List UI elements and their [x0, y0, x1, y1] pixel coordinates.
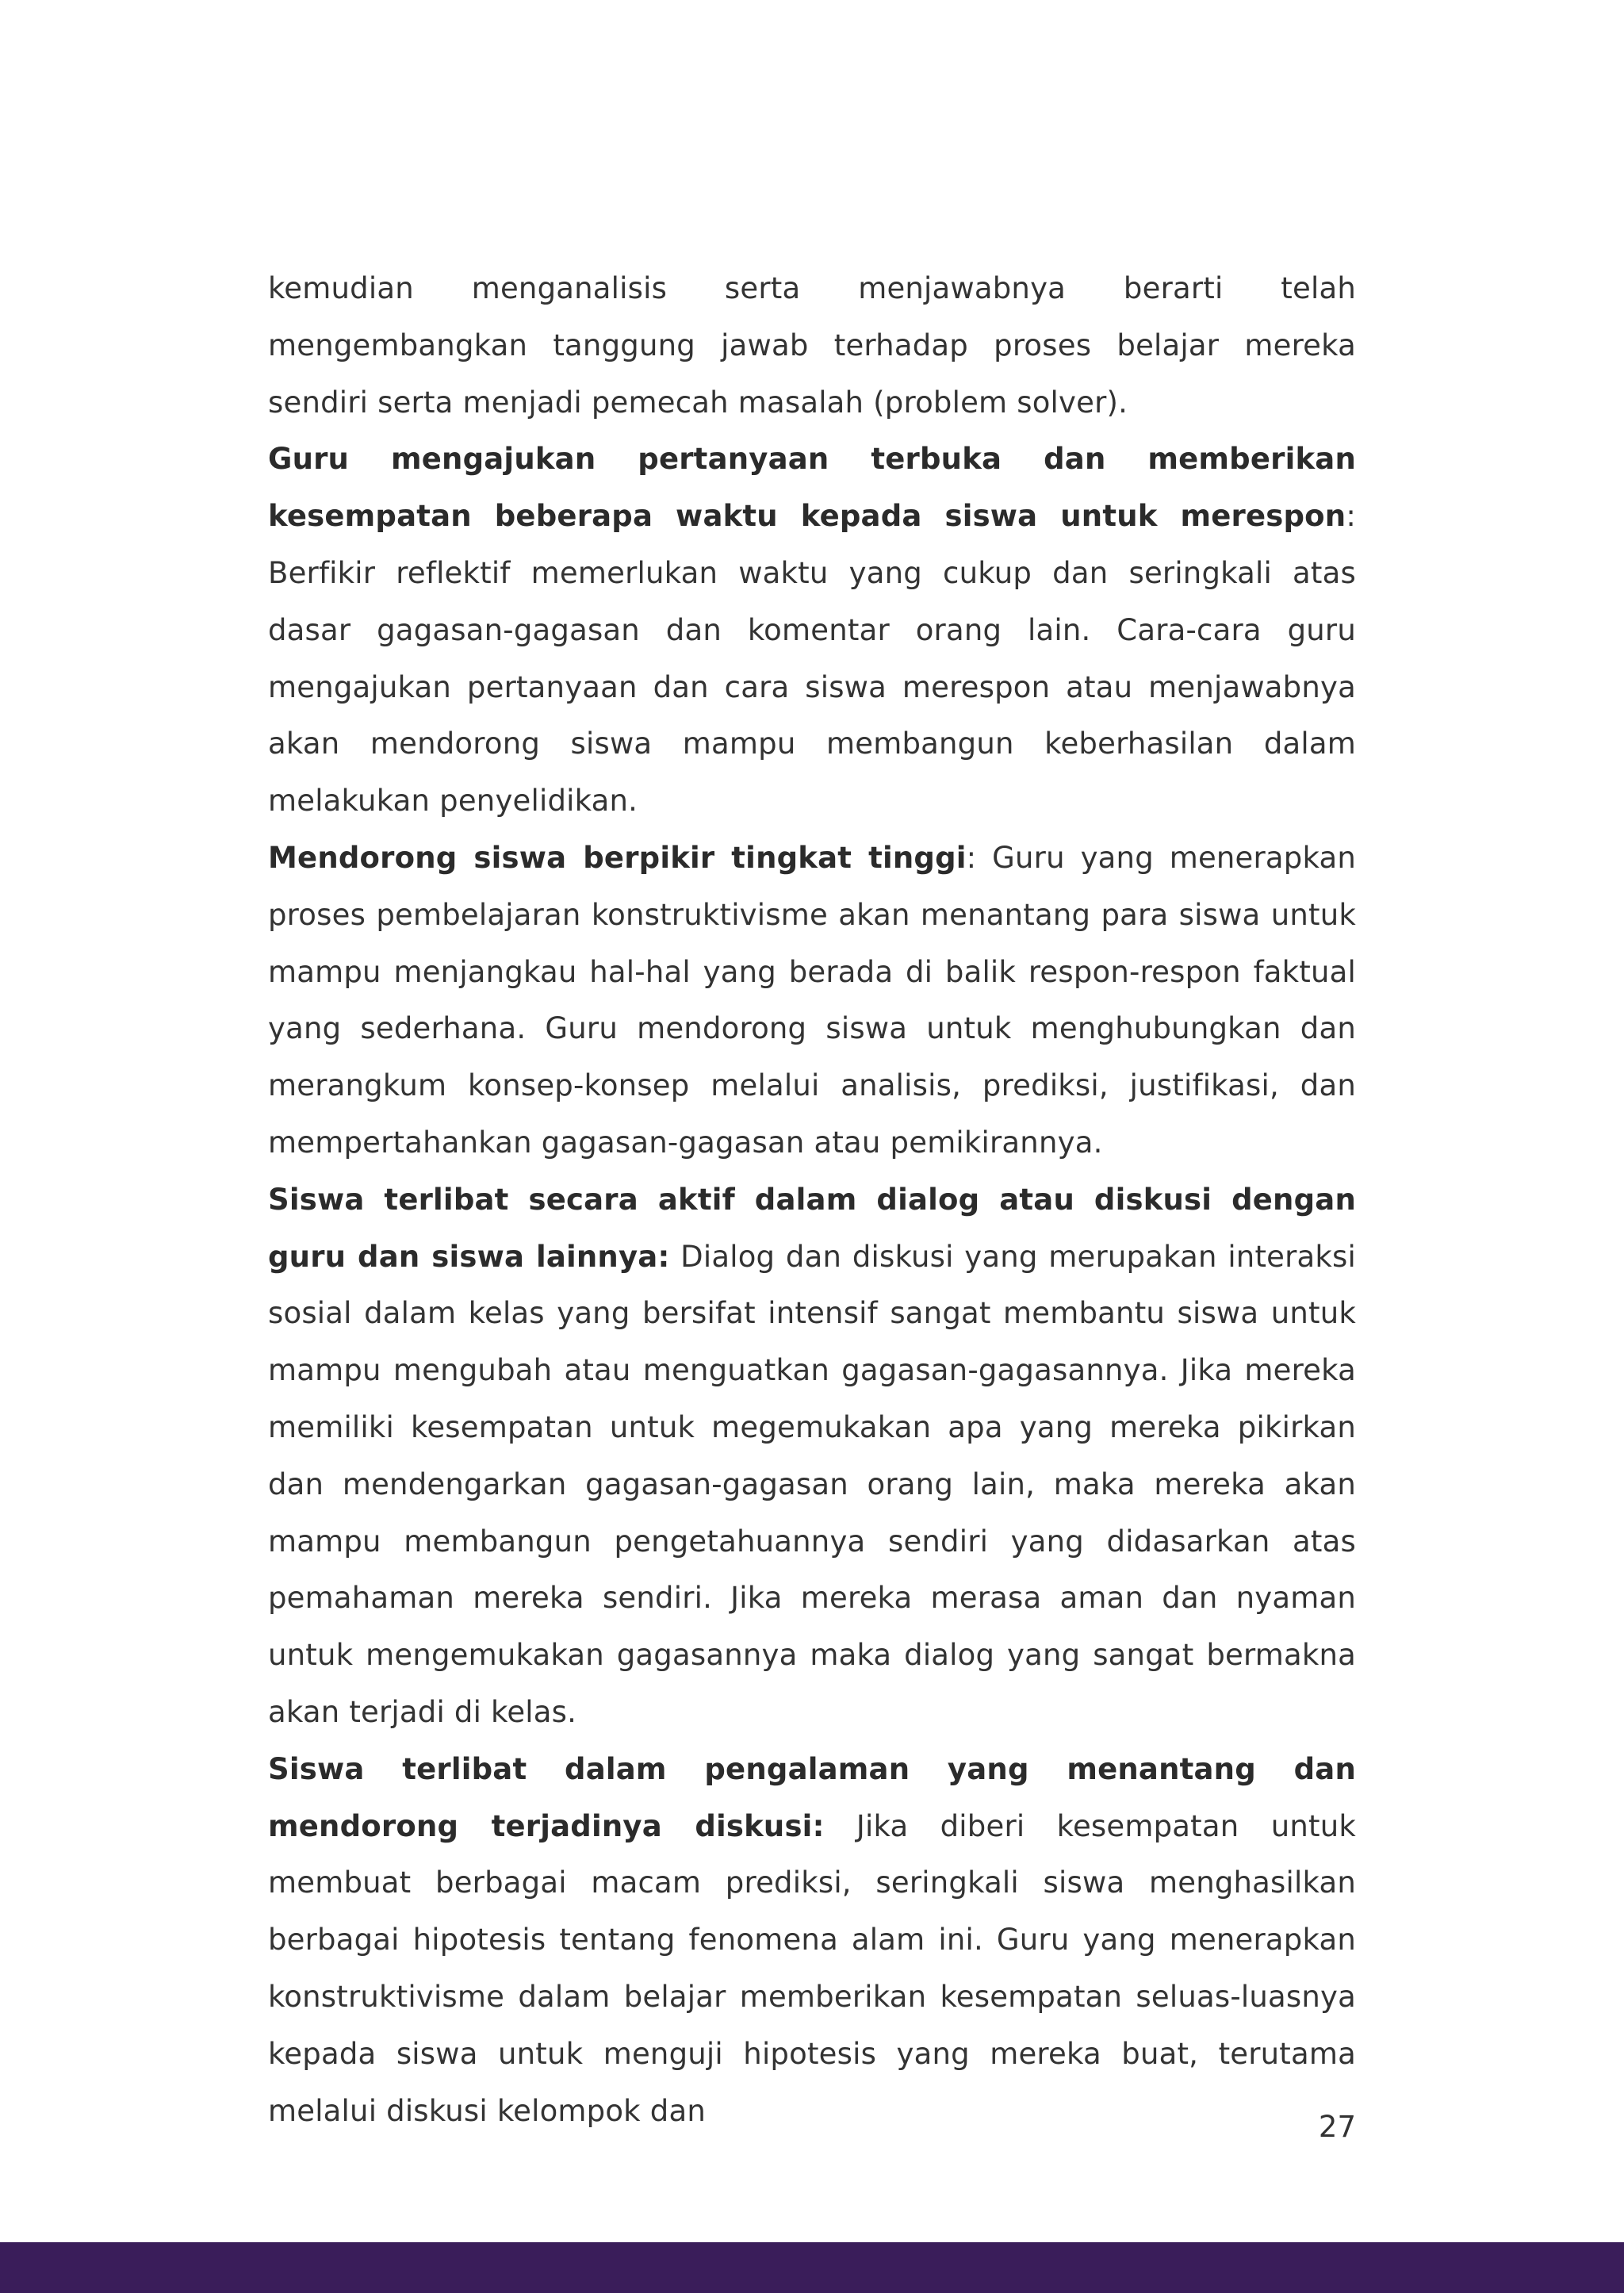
- page-number: 27: [1318, 2110, 1356, 2144]
- paragraph-text: : Berfikir reflektif memerlukan waktu yang cukup dan seringkali atas dasar gagasan-gagasan dan komentar orang lain. Cara-cara guru mengajukan pertanyaan dan cara siswa merespon atau menjawabnya akan mendorong siswa mampu membangun keberhasilan dalam melakukan penyelidikan.: [268, 499, 1356, 819]
- paragraph-text: kemudian menganalisis serta menjawabnya berarti telah mengembangkan tanggung jawab terhadap proses belajar mereka sendiri serta menjadi pemecah masalah (problem solver).: [268, 271, 1356, 420]
- paragraph-active-dialog: [268, 1171, 1356, 1741]
- paragraph-text: Jika diberi kesempatan untuk membuat berbagai macam prediksi, seringkali siswa menghasilkan berbagai hipotesis tentang fenomena alam ini. Guru yang menerapkan konstruktivisme dalam belajar memberikan kesempatan seluas-luasnya kepada siswa untuk menguji hipotesis yang mereka buat, terutama melalui diskusi kelompok dan: [268, 1808, 1356, 2128]
- paragraph-continuation: [268, 260, 1356, 431]
- paragraph-text: : Guru yang menerapkan proses pembelajaran konstruktivisme akan menantang para siswa untuk mampu menjangkau hal-hal yang berada di balik respon-respon faktual yang sederhana. Guru mendorong siswa untuk menghubungkan dan merangkum konsep-konsep melalui analisis, prediksi, justifikasi, dan mempertahankan gagasan-gagasan atau pemikirannya.: [268, 840, 1356, 1160]
- paragraph-higher-order-thinking: [268, 830, 1356, 1171]
- paragraph-heading: Mendorong siswa berpikir tingkat tinggi: [268, 840, 967, 875]
- body-text: [268, 260, 1356, 2139]
- paragraph-heading: Guru mengajukan pertanyaan terbuka dan memberikan kesempatan beberapa waktu kepada siswa untuk merespon: [268, 442, 1356, 534]
- paragraph-text: Dialog dan diskusi yang merupakan interaksi sosial dalam kelas yang bersifat intensif sangat membantu siswa untuk mampu mengubah atau menguatkan gagasan-gagasannya. Jika mereka memiliki kesempatan untuk megemukakan apa yang mereka pikirkan dan mendengarkan gagasan-gagasan orang lain, maka mereka akan mampu membangun pengetahuannya sendiri yang didasarkan atas pemahaman mereka sendiri. Jika mereka merasa aman dan nyaman untuk mengemukakan gagasannya maka dialog yang sangat bermakna akan terjadi di kelas.: [268, 1239, 1356, 1729]
- paragraph-heading: Siswa terlibat dalam pengalaman yang menantang dan mendorong terjadinya diskusi:: [268, 1751, 1356, 1843]
- paragraph-challenging-experience: [268, 1741, 1356, 2140]
- paragraph-heading: Siswa terlibat secara aktif dalam dialog atau diskusi dengan guru dan siswa lainnya:: [268, 1182, 1356, 1274]
- footer-bar: [0, 2242, 1624, 2293]
- paragraph-open-questions: [268, 431, 1356, 830]
